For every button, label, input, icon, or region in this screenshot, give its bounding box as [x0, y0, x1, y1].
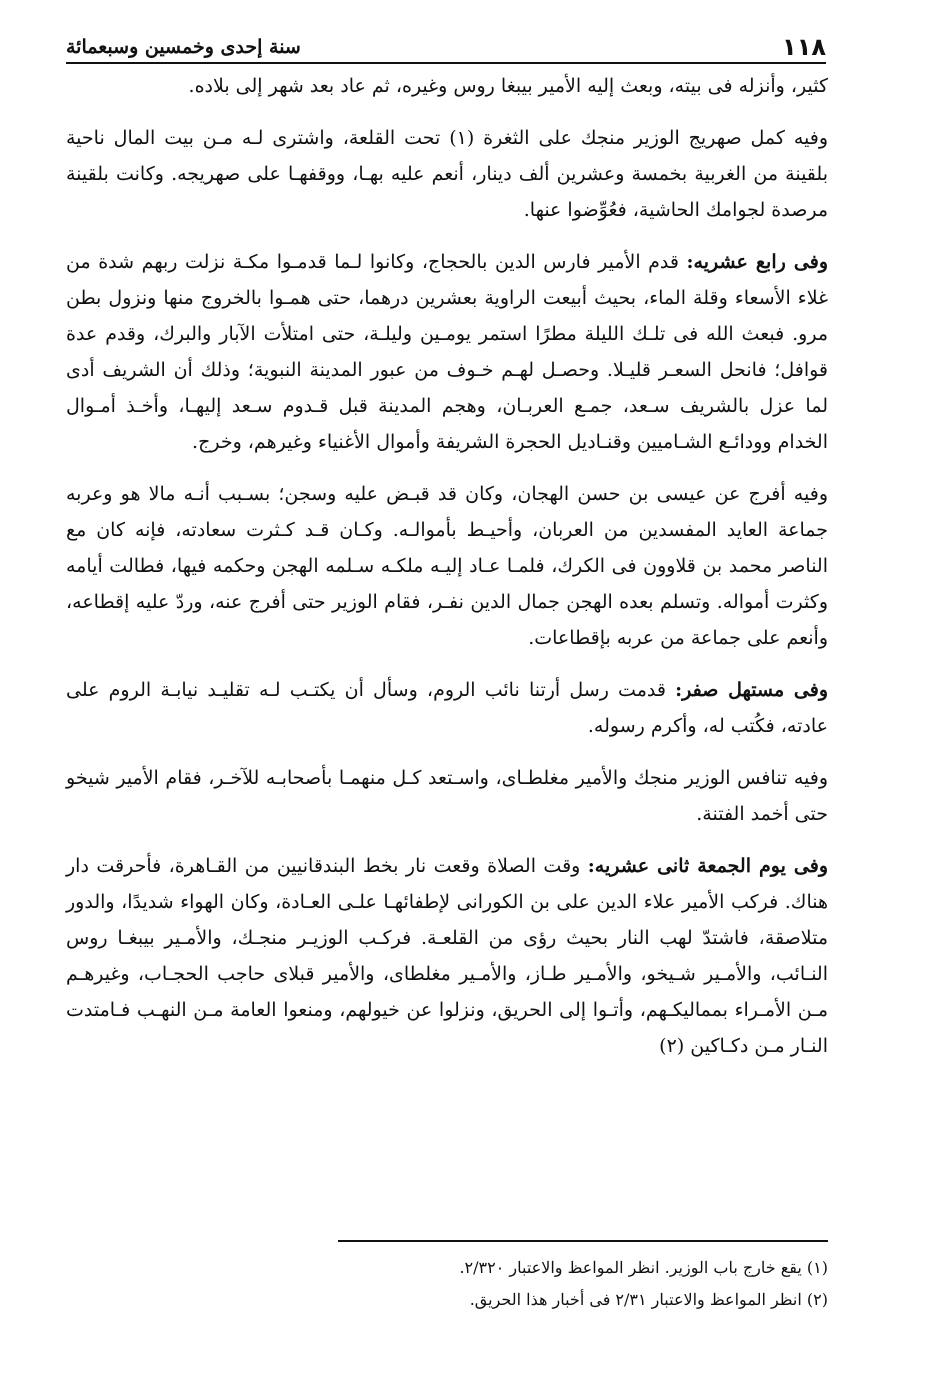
footnote-2: (٢) انظر المواعظ والاعتبار ٢/٣١ فى أخبار هذا الحريق.: [469, 1290, 828, 1309]
paragraph-6: [66, 760, 828, 832]
running-title: سنة إحدى وخمسين وسبعمائة: [66, 36, 301, 58]
paragraph-text: وفيه كمل صهريج الوزير منجك على الثغرة (١) تحت القلعة، واشترى لـه مـن بيت المال ناحية بلقينة من الغربية بخمسة وعشرين ألف دينار، أنعم عليه بهـا، ووقفهـا على صهريجه. وكانت بلقينة مرصدة لجوامك الحاشية، فعُوِّضوا عنها.: [66, 127, 828, 221]
paragraph-text: وفيه تنافس الوزير منجك والأمير مغلطـاى، واسـتعد كـل منهمـا بأصحابـه للآخـر، فقام الأمير شيخو حتى أخمد الفتنة.: [66, 767, 828, 825]
paragraph-text: قدمت رسل أرتنا نائب الروم، وسأل أن يكتـب لـه تقليـد نيابـة الروم على عادته، فكُتب له، وأكرم رسوله.: [66, 679, 828, 737]
footnote-1: (١) يقع خارج باب الوزير. انظر المواعظ والاعتبار ٢/٣٢٠.: [459, 1258, 828, 1277]
paragraph-5: [66, 672, 828, 744]
page-header: [66, 28, 826, 64]
paragraph-text: وقت الصلاة وقعت نار بخط البندقانيين من القـاهرة، فأحرقت دار هناك. فركب الأمير علاء الدين على بن الكورانى لإطفائهـا علـى العـادة، وكان الهواء شديدًا، والدور متلاصقة، فاشتدّ لهب النار بحيث رؤى من القلعـة. فركـب الوزيـر منجـك، والأمـير بيبغـا روس النـائب، والأمـير شـيخو، والأمـير طـاز، والأمـير مغلطاى، والأمير قبلاى حاجب الحجـاب، وغيرهـم مـن الأمـراء بمماليكـهم، وأتـوا إلى الحريق، ونزلوا عن خيولهم، ومنعوا العامة مـن النهـب فـامتدت النـار مـن دكـاكين (٢): [66, 855, 828, 1057]
paragraph-3: [66, 244, 828, 460]
paragraph-text: قدم الأمير فارس الدين بالحجاج، وكانوا لـما قدمـوا مكـة نزلت ربهم شدة من غلاء الأسعاء وقلة الماء، بحيث أبيعت الراوية بعشرين درهما، حتى همـوا بالخروج منها ونزول بطن مرو. فبعث الله فى تلـك الليلة مطرًا استمر يومـين وليلـة، حتى امتلأت الآبار والبرك، وقدم عدة قوافل؛ فانحل السعـر قليـلا. وحصـل لهـم خـوف من عبور المدينة النبوية؛ وذلك أن الشريف أدى لما عزل بالشريف سـعد، جمـع العربـان، وهجم المدينة قبل قـدوم سـعد إليهـا، وأخـذ أمـوال الخدام وودائـع الشـاميين وقنـاديل الحجرة الشريفة وأموال الأغنياء وغيرهم، وخرج.: [66, 251, 828, 453]
paragraph-text: وفيه أفرج عن عيسى بن حسن الهجان، وكان قد قبـض عليه وسجن؛ بسـبب أنـه مالا هو وعربه جماعة العايد المفسدين من العربان، وأحيـط بأموالـه. وكـان قـد كـثرت سعادته، فإنه كان مع الناصر محمد بن قلاوون فى الكرك، فلمـا عـاد إليـه ملكـه سـلمه الهجن وحكمه فيها، فطالت أيامه وكثرت أمواله. وتسلم بعده الهجن جمال الدين نفـر، فقام الوزير حتى أفرج عنه، وردّ عليه إقطاعه، وأنعم على جماعة من عربه بإقطاعات.: [66, 483, 828, 649]
paragraph-1: [66, 68, 828, 104]
paragraph-7: [66, 848, 828, 1064]
paragraph-2: [66, 120, 828, 228]
footnotes: [338, 1240, 828, 1316]
main-text: [66, 68, 828, 1080]
paragraph-4: [66, 476, 828, 656]
paragraph-lead: وفى رابع عشريه:: [686, 251, 828, 273]
paragraph-lead: وفى يوم الجمعة ثانى عشريه:: [587, 855, 828, 877]
paragraph-lead: وفى مستهل صفر:: [675, 679, 829, 701]
page-number: ١١٨: [782, 33, 826, 61]
paragraph-text: كثير، وأنزله فى بيته، وبعث إليه الأمير بيبغا روس وغيره، ثم عاد بعد شهر إلى بلاده.: [188, 75, 828, 97]
